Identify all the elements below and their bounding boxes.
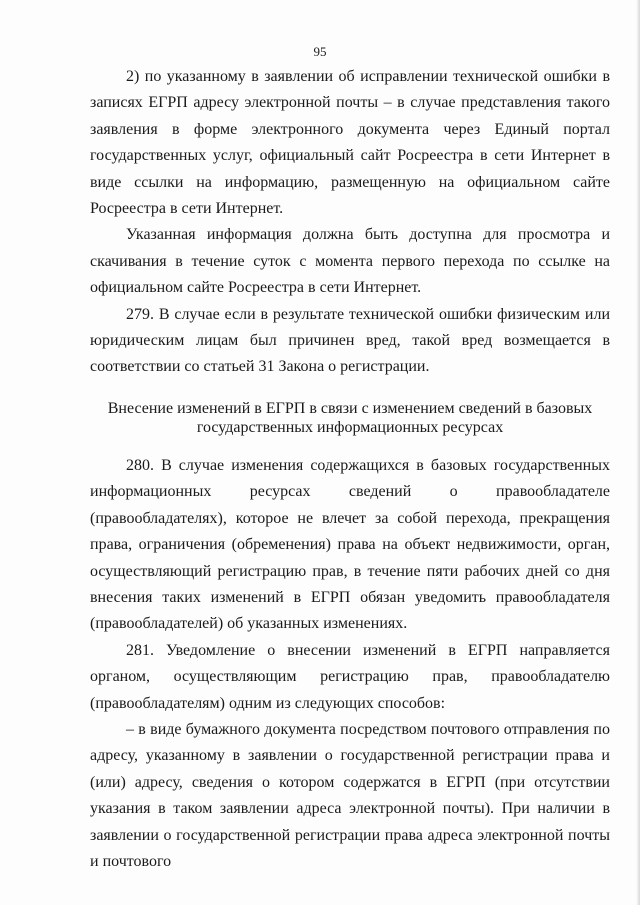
spacer <box>90 381 610 399</box>
document-body <box>90 64 610 875</box>
paragraph-info-availability: Указанная информация должна быть доступна для просмотра и скачивания в течение суток с момента первого перехода по ссылке на официальном сайте Росреестра в сети Интернет. <box>90 226 610 297</box>
scan-edge-shadow <box>636 0 640 905</box>
paragraph-279: 279. В случае если в результате технической ошибки физическим или юридическим лицам был причинен вред, такой вред возмещается в соответствии со статьей 31 Закона о регистрации. <box>90 305 610 376</box>
section-heading: Внесение изменений в ЕГРП в связи с изменением сведений в базовых государственных информационных ресурсах <box>107 399 593 436</box>
paragraph-paper-document: – в виде бумажного документа посредством почтового отправления по адресу, указанному в заявлении о государственной регистрации права и (или) адресу, сведения о котором содержатся в ЕГРП (при отсутствии указания в таком заявлении адреса электронной почты). При наличии в заявлении о государственной регистрации права адреса электронной почты и почтового <box>90 720 610 870</box>
page-number: 95 <box>313 44 327 59</box>
paragraph-280: 280. В случае изменения содержащихся в базовых государственных информационных ресурсах сведений о правообладателе (правообладателях), которое не влечет за собой перехода, прекращения права, ограничения (обременения) права на объект недвижимости, орган, осуществляющий регистрацию прав, в течение пяти рабочих дней со дня внесения таких изменений в ЕГРП обязан уведомить правообладателя (правообладателей) об указанных изменениях. <box>90 456 610 633</box>
paragraph-281: 281. Уведомление о внесении изменений в ЕГРП направляется органом, осуществляющим регистрацию прав, правообладателю (правообладателям) одним из следующих способов: <box>90 641 610 712</box>
paragraph-item-2-email: 2) по указанному в заявлении об исправлении технической ошибки в записях ЕГРП адресу электронной почты – в случае представления такого заявления в форме электронного документа через Единый портал государственных услуг, официальный сайт Росреестра в сети Интернет в виде ссылки на информацию, размещенную на официальном сайте Росреестра в сети Интернет. <box>90 68 610 218</box>
spacer <box>90 437 610 453</box>
